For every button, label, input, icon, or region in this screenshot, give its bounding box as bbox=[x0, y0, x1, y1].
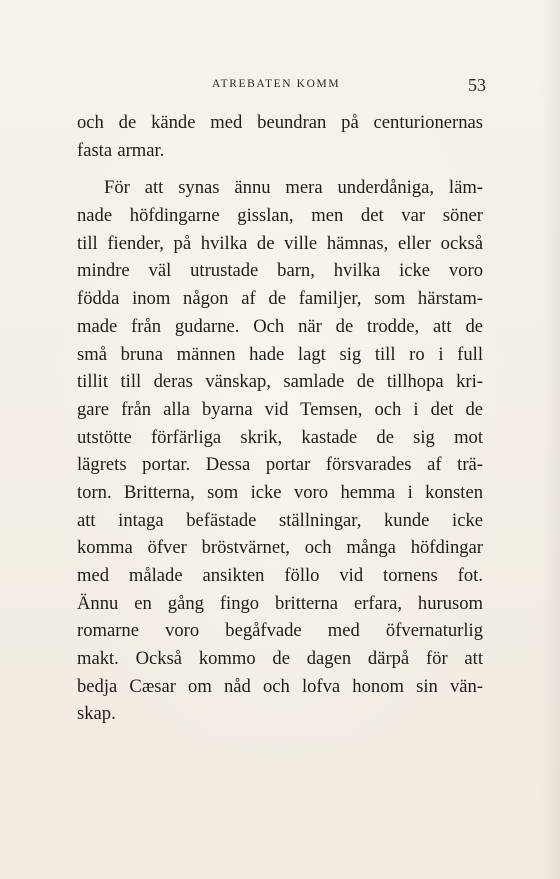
page-edge-shade bbox=[542, 0, 560, 879]
text-line: bedja Cæsar om nåd och lofva honom sin vän- bbox=[77, 675, 483, 697]
running-head: ATREBATEN KOMM bbox=[212, 78, 341, 90]
text-line: nade höfdingarne gisslan, men det var söner bbox=[77, 205, 483, 227]
text-line: utstötte förfärliga skrik, kastade de sig mot bbox=[77, 426, 483, 448]
text-line: lägrets portar. Dessa portar försvarades af trä- bbox=[77, 454, 483, 476]
text-line: Ännu en gång fingo britterna erfara, hurusom bbox=[77, 592, 483, 614]
text-line: För att synas ännu mera underdåniga, läm- bbox=[104, 177, 483, 199]
text-line: små bruna männen hade lagt sig till ro i full bbox=[77, 343, 483, 365]
text-line: skap. bbox=[77, 703, 116, 725]
text-line: till fiender, på hvilka de ville hämnas, eller också bbox=[77, 232, 483, 254]
text-line: och de kände med beundran på centurionernas bbox=[77, 112, 483, 133]
text-line: makt. Också kommo de dagen därpå för att bbox=[77, 648, 483, 670]
text-line: romarne voro begåfvade med öfvernaturlig bbox=[77, 620, 483, 642]
text-line: med målade ansikten föllo vid tornens fot. bbox=[77, 565, 483, 586]
text-line: att intaga befästade ställningar, kunde icke bbox=[77, 509, 483, 531]
text-line: komma öfver bröstvärnet, och många höfdingar bbox=[77, 537, 483, 559]
text-line: made från gudarne. Och när de trodde, att de bbox=[77, 315, 483, 337]
text-line: gare från alla byarna vid Temsen, och i det de bbox=[77, 398, 483, 420]
text-line: födda inom någon af de familjer, som härstam- bbox=[77, 288, 483, 310]
page-number: 53 bbox=[468, 75, 486, 95]
paragraph-gap bbox=[77, 164, 483, 174]
body-text bbox=[77, 109, 483, 728]
text-line: fasta armar. bbox=[77, 139, 165, 161]
paragraph-1 bbox=[77, 109, 483, 164]
text-line: torn. Britterna, som icke voro hemma i konsten bbox=[77, 481, 483, 503]
text-line: tillit till deras vänskap, samlade de tillhopa kri- bbox=[77, 371, 483, 393]
text-line: mindre väl utrustade barn, hvilka icke voro bbox=[77, 260, 483, 282]
paragraph-2 bbox=[77, 174, 483, 728]
